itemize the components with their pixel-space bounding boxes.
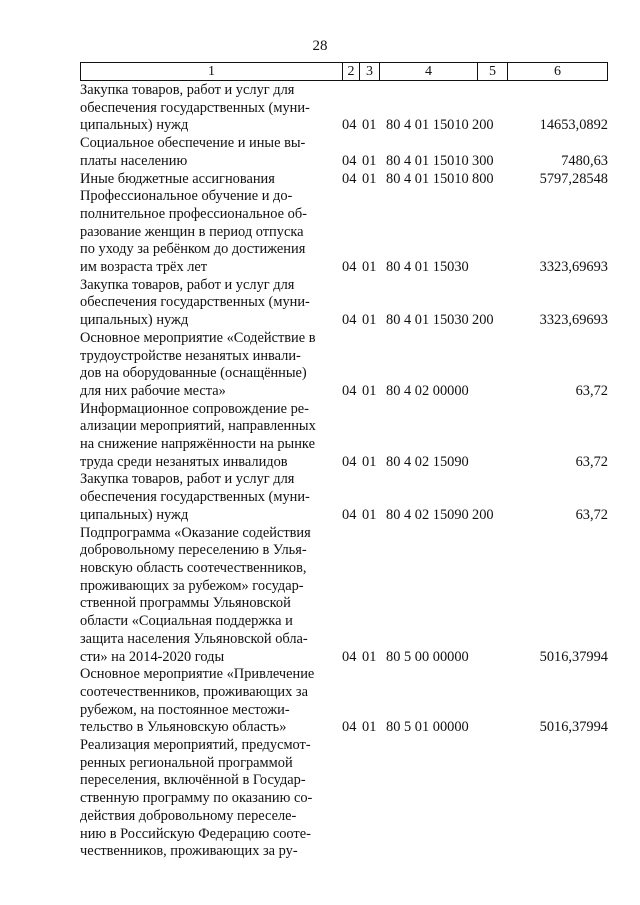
row-description — [80, 82, 334, 135]
col-3-value: 01 — [362, 648, 377, 665]
description-line: Информационное сопровождение ре- — [80, 400, 309, 417]
description-line: нию в Российскую Федерацию сооте- — [80, 825, 311, 842]
description-line: ренных региональной программой — [80, 754, 293, 771]
col-4-value: 80 5 00 00000 — [386, 648, 469, 665]
row-description — [80, 330, 334, 401]
description-line: трудоустройстве незанятых инвали- — [80, 347, 301, 364]
description-line: тельство в Ульяновскую область» — [80, 719, 287, 736]
header-col-1: 1 — [81, 63, 343, 80]
col-2-value: 04 — [342, 648, 357, 665]
description-line: чественников, проживающих за ру- — [80, 843, 298, 860]
col-6-value: 63,72 — [575, 453, 608, 470]
description-line: дов на оборудованные (оснащённые) — [80, 365, 307, 382]
description-line: защита населения Ульяновской обла- — [80, 630, 308, 647]
page-number: 28 — [312, 38, 328, 54]
col-2-value: 04 — [342, 453, 357, 470]
description-line: Закупка товаров, работ и услуг для — [80, 82, 295, 98]
table-row — [80, 330, 608, 401]
description-line: добровольному переселению в Улья- — [80, 542, 307, 559]
col-6-value: 5016,37994 — [539, 648, 608, 665]
table-row — [80, 666, 608, 737]
description-line: переселения, включённой в Государ- — [80, 772, 306, 789]
col-3-value: 01 — [362, 170, 377, 187]
col-4-value: 80 4 02 15090 — [386, 506, 469, 523]
col-6-value: 3323,69693 — [539, 312, 608, 329]
description-line: Социальное обеспечение и иные вы- — [80, 135, 306, 152]
description-line: проживающих за рубежом» государ- — [80, 577, 304, 594]
description-line: соотечественников, проживающих за — [80, 683, 308, 700]
col-6-value: 63,72 — [575, 506, 608, 523]
description-line: разование женщин в период отпуска — [80, 223, 304, 240]
col-3-value: 01 — [362, 312, 377, 329]
table-row — [80, 82, 608, 135]
description-line: рубежом, на постоянное местожи- — [80, 701, 290, 718]
col-3-value: 01 — [362, 117, 377, 134]
description-line: ципальных) нужд — [80, 506, 189, 523]
col-4-value: 80 4 02 15090 — [386, 453, 469, 470]
description-line: Профессиональное обучение и до- — [80, 188, 293, 205]
description-line: действия добровольному переселе- — [80, 807, 297, 824]
col-4-value: 80 4 01 15010 — [386, 152, 469, 169]
row-description — [80, 737, 334, 861]
table-row — [80, 135, 608, 170]
col-5-value: 300 — [472, 152, 494, 169]
description-line: ализации мероприятий, направленных — [80, 418, 316, 435]
description-line: Закупка товаров, работ и услуг для — [80, 276, 295, 293]
header-col-3: 3 — [360, 63, 380, 80]
description-line: ципальных) нужд — [80, 312, 189, 329]
col-5-value: 200 — [472, 312, 494, 329]
col-2-value: 04 — [342, 312, 357, 329]
description-line: труда среди незанятых инвалидов — [80, 453, 288, 470]
description-line: им возраста трёх лет — [80, 259, 208, 276]
col-4-value: 80 4 01 15010 — [386, 117, 469, 134]
col-2-value: 04 — [342, 170, 357, 187]
col-3-value: 01 — [362, 453, 377, 470]
table-row — [80, 171, 608, 189]
description-line: обеспечения государственных (муни- — [80, 294, 310, 311]
description-line: Основное мероприятие «Привлечение — [80, 666, 315, 683]
col-4-value: 80 4 01 15030 — [386, 312, 469, 329]
col-2-value: 04 — [342, 719, 357, 736]
col-3-value: 01 — [362, 719, 377, 736]
row-description — [80, 135, 334, 170]
col-6-value: 63,72 — [575, 382, 608, 399]
col-5-value: 200 — [472, 506, 494, 523]
description-line: ственную программу по оказанию со- — [80, 790, 313, 807]
col-6-value: 7480,63 — [561, 152, 608, 169]
row-description — [80, 171, 334, 189]
row-description — [80, 525, 334, 667]
description-line: полнительное профессиональное об- — [80, 205, 307, 222]
table-row — [80, 277, 608, 330]
col-4-value: 80 5 01 00000 — [386, 719, 469, 736]
description-line: Основное мероприятие «Содействие в — [80, 329, 316, 346]
col-3-value: 01 — [362, 259, 377, 276]
description-line: на снижение напряжённости на рынке — [80, 436, 315, 453]
row-description — [80, 666, 334, 737]
header-col-4: 4 — [380, 63, 478, 80]
header-col-6: 6 — [554, 64, 561, 79]
col-3-value: 01 — [362, 152, 377, 169]
table-row — [80, 401, 608, 472]
description-line: ственной программы Ульяновской — [80, 595, 291, 612]
description-line: ципальных) нужд — [80, 117, 189, 134]
col-4-value: 80 4 01 15030 — [386, 259, 469, 276]
col-6-value: 5016,37994 — [539, 719, 608, 736]
description-line: обеспечения государственных (муни- — [80, 99, 310, 116]
description-line: сти» на 2014-2020 годы — [80, 648, 225, 665]
description-line: для них рабочие места» — [80, 382, 226, 399]
table-row — [80, 525, 608, 667]
col-5-value: 800 — [472, 170, 494, 187]
table-row — [80, 737, 608, 861]
description-line: области «Социальная поддержка и — [80, 613, 293, 630]
row-description — [80, 277, 334, 330]
col-5-value: 200 — [472, 117, 494, 134]
col-3-value: 01 — [362, 506, 377, 523]
col-2-value: 04 — [342, 152, 357, 169]
col-6-value: 3323,69693 — [539, 259, 608, 276]
table-row — [80, 471, 608, 524]
row-description — [80, 188, 334, 277]
col-4-value: 80 4 01 15010 — [386, 170, 469, 187]
col-4-value: 80 4 02 00000 — [386, 382, 469, 399]
table-row — [80, 188, 608, 277]
table-body — [80, 82, 608, 861]
description-line: по уходу за ребёнком до достижения — [80, 241, 306, 258]
col-3-value: 01 — [362, 382, 377, 399]
col-6-value: 5797,28548 — [539, 170, 608, 187]
col-2-value: 04 — [342, 382, 357, 399]
description-line: Закупка товаров, работ и услуг для — [80, 471, 295, 488]
col-2-value: 04 — [342, 506, 357, 523]
header-col-5: 5 — [478, 63, 508, 80]
header-col-2: 2 — [343, 63, 360, 80]
row-description — [80, 471, 334, 524]
description-line: Иные бюджетные ассигнования — [80, 170, 275, 187]
description-line: Подпрограмма «Оказание содействия — [80, 524, 311, 541]
description-line: новскую область соотечественников, — [80, 559, 307, 576]
description-line: обеспечения государственных (муни- — [80, 489, 310, 506]
col-2-value: 04 — [342, 259, 357, 276]
row-description — [80, 401, 334, 472]
description-line: платы населению — [80, 152, 188, 169]
col-2-value: 04 — [342, 117, 357, 134]
col-6-value: 14653,0892 — [539, 117, 608, 134]
table-header — [80, 62, 608, 81]
description-line: Реализация мероприятий, предусмот- — [80, 737, 311, 754]
